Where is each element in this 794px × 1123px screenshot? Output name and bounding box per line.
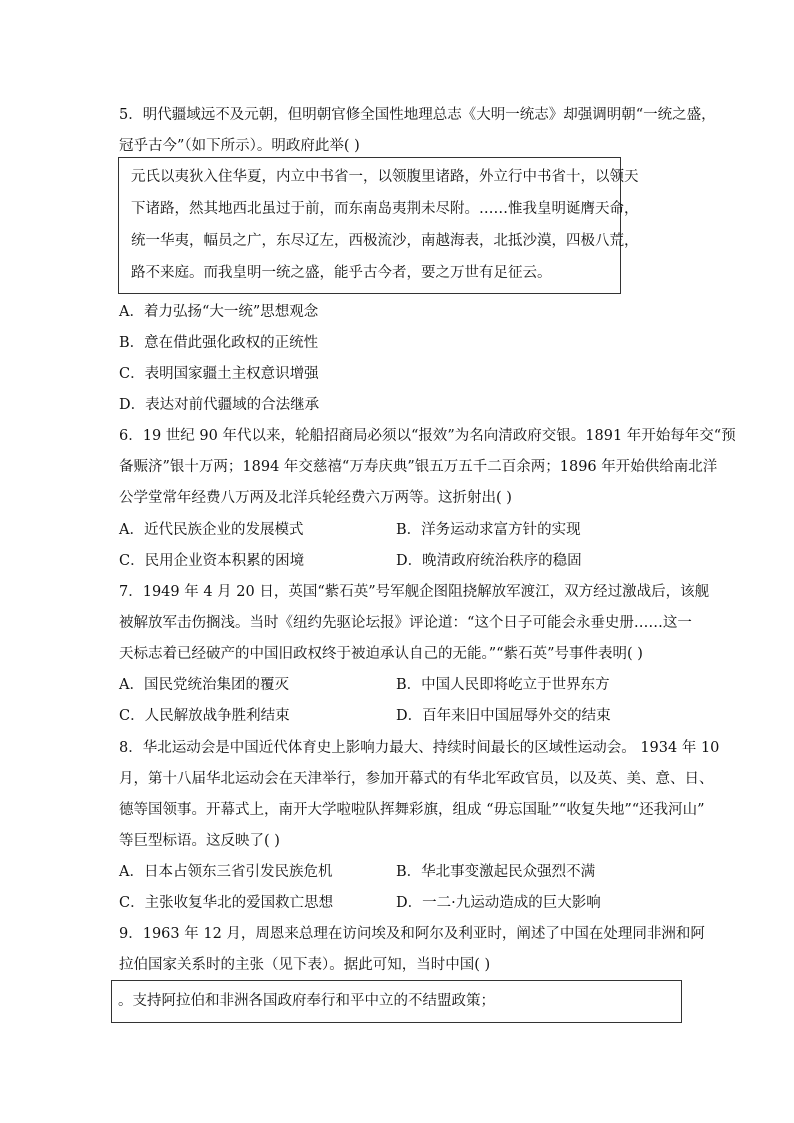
question-7-stem	[119, 577, 710, 670]
table-line: 。支持阿拉伯和非洲各国政府奉行和平中立的不结盟政策；	[118, 993, 495, 1009]
quote-line: 统一华夷，幅员之广，东尽辽左，西极流沙，南越海表，北抵沙漠，四极八荒，	[131, 233, 639, 249]
question-5-option-b[interactable]: B．意在借此强化政权的正统性	[119, 335, 319, 351]
question-8-option-c[interactable]: C．主张收复华北的爱国救亡思想	[119, 895, 334, 911]
question-6-option-a[interactable]: A．近代民族企业的发展模式	[119, 522, 304, 538]
question-5-line-2: 冠乎古今”（如下所示）。明政府此举( )	[119, 138, 360, 154]
question-5-stem	[119, 100, 716, 162]
quote-line: 元氏以夷狄入住华夏，内立中书省一，以领腹里诸路，外立行中书省十，以领天	[131, 169, 639, 185]
question-6-option-d[interactable]: D．晚清政府统治秩序的稳固	[396, 553, 582, 569]
question-8-option-d[interactable]: D．一二·九运动造成的巨大影响	[396, 895, 601, 911]
question-6-line: 6．19 世纪 90 年代以来，轮船招商局必须以“报效”为名向清政府交银。1891 年开始每年交“预	[119, 428, 736, 444]
question-8-line: 8．华北运动会是中国近代体育史上影响力最大、持续时间最长的区域性运动会。 1934 年 10	[119, 740, 720, 756]
question-6-stem	[119, 421, 736, 514]
quote-line: 下诸路，然其地西北虽过于前，而东南岛夷荆未尽附。……惟我皇明诞膺天命，	[131, 201, 639, 217]
question-9-line: 9．1963 年 12 月，周恩来总理在访问埃及和阿尔及利亚时，阐述了中国在处理同非洲和阿	[119, 926, 705, 942]
question-5-line-1: 5．明代疆域远不及元朝，但明朝官修全国性地理总志《大明一统志》却强调明朝“一统之盛，	[119, 107, 716, 123]
question-6-line: 备赈济”银十万两；1894 年交慈禧“万寿庆典”银五万五千二百余两；1896 年开始供给南北洋	[119, 459, 718, 475]
question-8-line: 月，第十八届华北运动会在天津举行，参加开幕式的有华北军政官员，以及英、美、意、日、	[119, 771, 714, 787]
question-7-option-a[interactable]: A．国民党统治集团的覆灭	[119, 677, 289, 693]
question-9-stem	[119, 919, 705, 981]
question-8-stem	[119, 733, 720, 857]
question-8-option-b[interactable]: B．华北事变激起民众强烈不满	[396, 864, 596, 880]
question-7-line: 7．1949 年 4 月 20 日，英国“紫石英”号军舰企图阻挠解放军渡江，双方经过激战后，该舰	[119, 584, 710, 600]
question-6-option-c[interactable]: C．民用企业资本积累的困境	[119, 553, 305, 569]
question-5-quote-box	[118, 157, 639, 294]
question-7-option-d[interactable]: D．百年来旧中国屈辱外交的结束	[396, 708, 611, 724]
question-8-option-a[interactable]: A．日本占领东三省引发民族危机	[119, 864, 333, 880]
question-7-option-c[interactable]: C．人民解放战争胜利结束	[119, 708, 290, 724]
question-8-line: 德等国领事。开幕式上，南开大学啦啦队挥舞彩旗，组成 “毋忘国耻”“收复失地”“还我河山”	[119, 802, 705, 818]
question-5-option-d[interactable]: D．表达对前代疆域的合法继承	[119, 397, 320, 413]
question-9-line: 拉伯国家关系时的主张（见下表）。据此可知，当时中国( )	[119, 957, 491, 973]
question-5-option-a[interactable]: A．着力弘扬“大一统”思想观念	[119, 304, 319, 320]
question-7-option-b[interactable]: B．中国人民即将屹立于世界东方	[396, 677, 610, 693]
question-9-table-box	[111, 980, 682, 1023]
question-5-option-c[interactable]: C．表明国家疆土主权意识增强	[119, 366, 319, 382]
question-8-line: 等巨型标语。这反映了( )	[119, 833, 280, 849]
question-6-option-b[interactable]: B．洋务运动求富方针的实现	[396, 522, 581, 538]
question-7-line: 被解放军击伤搁浅。当时《纽约先驱论坛报》评论道：“这个日子可能会永垂史册……这一	[119, 615, 692, 631]
quote-line: 路不来庭。而我皇明一统之盛，能乎古今者，要之万世有足征云。	[131, 265, 552, 281]
question-6-line: 公学堂常年经费八万两及北洋兵轮经费六万两等。这折射出( )	[119, 490, 512, 506]
question-7-line: 天标志着已经破产的中国旧政权终于被迫承认自己的无能。”“紫石英”号事件表明( )	[119, 646, 643, 662]
